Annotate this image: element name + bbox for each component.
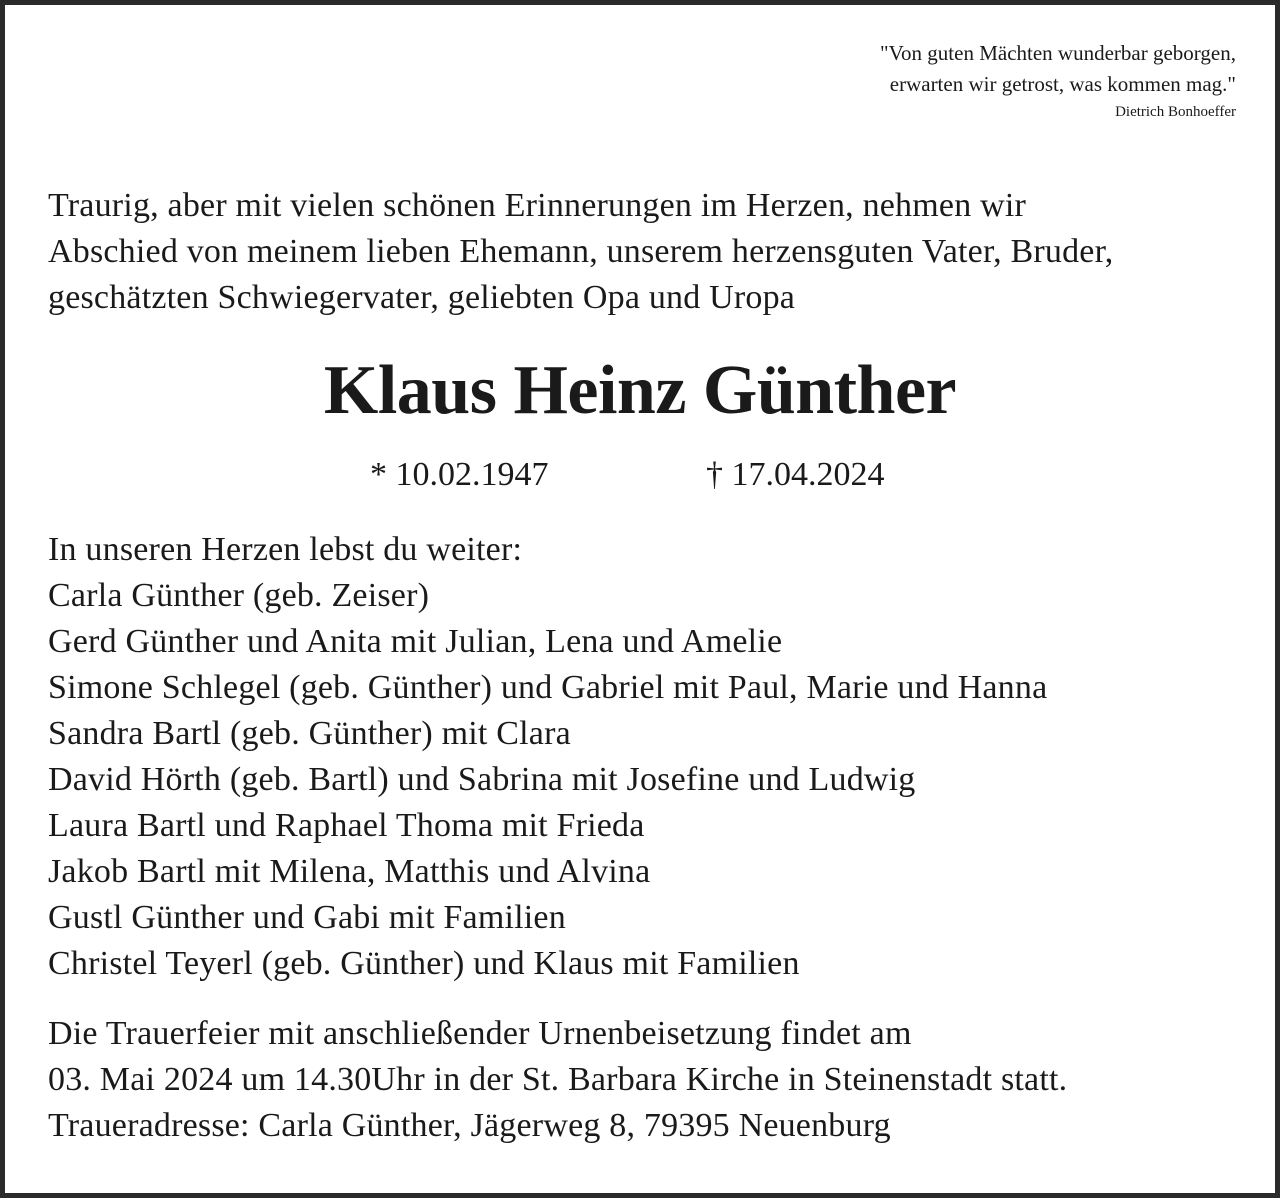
mourner-line: Sandra Bartl (geb. Günther) mit Clara xyxy=(48,715,571,752)
mourner-line: Christel Teyerl (geb. Günther) und Klaus mit Familien xyxy=(48,945,800,982)
mourning-address: Traueradresse: Carla Günther, Jägerweg 8, 79395 Neuenburg xyxy=(48,1107,891,1144)
quote-author: Dietrich Bonhoeffer xyxy=(1115,104,1236,120)
mourner-line: Gustl Günther und Gabi mit Familien xyxy=(48,899,566,936)
mourners-heading: In unseren Herzen lebst du weiter: xyxy=(48,531,523,568)
service-line-2: 03. Mai 2024 um 14.30Uhr in der St. Barbara Kirche in Steinenstadt statt. xyxy=(48,1061,1068,1098)
intro-line-2: Abschied von meinem lieben Ehemann, unserem herzensguten Vater, Bruder, xyxy=(48,233,1114,270)
quote-line-1: "Von guten Mächten wunderbar geborgen, xyxy=(880,41,1236,65)
birth-date: * 10.02.1947 xyxy=(370,456,549,493)
mourner-line: Laura Bartl und Raphael Thoma mit Frieda xyxy=(48,807,645,844)
funeral-service-info xyxy=(48,1011,1238,1149)
mourner-line: Gerd Günther und Anita mit Julian, Lena und Amelie xyxy=(48,623,783,660)
deceased-name: Klaus Heinz Günther xyxy=(323,352,957,429)
mourner-line: David Hörth (geb. Bartl) und Sabrina mit Josefine und Ludwig xyxy=(48,761,916,798)
quote-line-2: erwarten wir getrost, was kommen mag." xyxy=(889,72,1236,96)
mourner-line: Jakob Bartl mit Milena, Matthis und Alvina xyxy=(48,853,651,890)
intro-line-3: geschätzten Schwiegervater, geliebten Opa und Uropa xyxy=(48,279,796,316)
intro-line-1: Traurig, aber mit vielen schönen Erinnerungen im Herzen, nehmen wir xyxy=(48,187,1027,224)
death-date: † 17.04.2024 xyxy=(706,456,885,493)
mourner-line: Carla Günther (geb. Zeiser) xyxy=(48,577,430,614)
service-line-1: Die Trauerfeier mit anschließender Urnenbeisetzung findet am xyxy=(48,1015,912,1052)
mourners-list xyxy=(48,527,1238,987)
intro-text xyxy=(48,183,1238,321)
mourner-line: Simone Schlegel (geb. Günther) und Gabriel mit Paul, Marie und Hanna xyxy=(48,669,1048,706)
bonhoeffer-quote xyxy=(880,38,1236,124)
